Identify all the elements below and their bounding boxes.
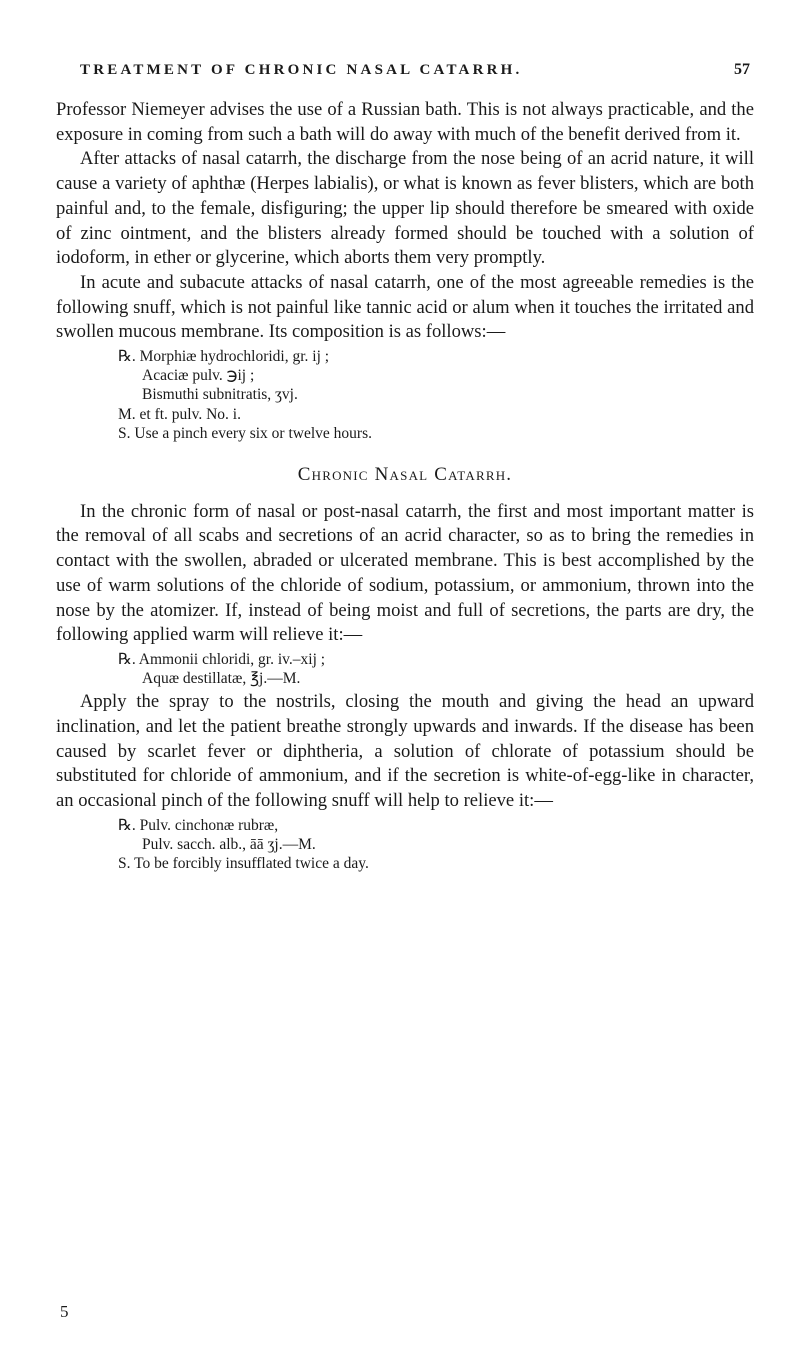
paragraph: Professor Niemeyer advises the use of a Russian bath. This is not always practicable, and the exposure in coming from such a bath will do away with much of the benefit derived from it. xyxy=(56,99,754,145)
prescription-line: ℞. Ammonii chloridi, gr. iv.–xij ; xyxy=(118,650,326,668)
prescription-line: Pulv. sacch. alb., āā ʒj.—M. xyxy=(142,836,316,854)
prescription-line: Aquæ destillatæ, ℥j.—M. xyxy=(142,670,301,688)
prescription-ammonium-chloride xyxy=(56,650,754,688)
prescription-line: Bismuthi subnitratis, ʒvj. xyxy=(142,386,298,404)
page-number: 57 xyxy=(734,61,750,78)
paragraph: In the chronic form of nasal or post-nasal catarrh, the first and most important matter is the removal of all scabs and secretions of an acrid character, so as to bring the remedies in contact with the swollen, abraded or ulcerated membrane. This is best accomplished by the use of warm solutions of the chloride of sodium, potassium, or ammonium, thrown into the nose by the atomizer. If, instead of being moist and full of secretions, the parts are dry, the following applied warm will relieve it:— xyxy=(56,500,754,646)
prescription-line: S. Use a pinch every six or twelve hours. xyxy=(118,424,372,442)
prescription-line: S. To be forcibly insufflated twice a day. xyxy=(118,855,369,873)
paragraph: Apply the spray to the nostrils, closing the mouth and giving the head an upward inclination, and let the patient breathe strongly upwards and inwards. If the disease has been caused by scarlet fever or diphtheria, a solution of chlorate of potassium should be substituted for chloride of ammonium, and if the secretion is white-of-egg-like in character, an occasional pinch of the following snuff will help to relieve it:— xyxy=(56,691,754,812)
prescription-snuff-morphine xyxy=(56,347,754,443)
running-head-title: TREATMENT OF CHRONIC NASAL CATARRH. xyxy=(80,62,523,78)
prescription-line: ℞. Morphiæ hydrochloridi, gr. ij ; xyxy=(118,348,330,366)
prescription-cinchona-snuff xyxy=(56,816,754,874)
paragraph: After attacks of nasal catarrh, the discharge from the nose being of an acrid nature, it will cause a variety of aphthæ (Herpes labialis), or what is known as fever blisters, which are both painful and, to the female, disfiguring; the upper lip should therefore be smeared with oxide of zinc ointment, and the blisters already formed should be touched with a solution of iodoform, in ether or glycerine, which aborts them very promptly. xyxy=(56,148,754,269)
prescription-line: Acaciæ pulv. ℈ij ; xyxy=(142,367,255,385)
signature-mark: 5 xyxy=(60,1302,69,1321)
running-head xyxy=(56,58,754,88)
book-page xyxy=(56,58,754,1348)
paragraph: In acute and subacute attacks of nasal catarrh, one of the most agreeable remedies is the following snuff, which is not painful like tannic acid or alum when it touches the irritated and swollen mucous membrane. Its composition is as follows:— xyxy=(56,271,754,343)
prescription-line: M. et ft. pulv. No. i. xyxy=(118,405,241,423)
page-body xyxy=(56,98,754,876)
prescription-line: ℞. Pulv. cinchonæ rubræ, xyxy=(118,816,279,834)
section-heading: Chronic Nasal Catarrh. xyxy=(297,464,513,486)
